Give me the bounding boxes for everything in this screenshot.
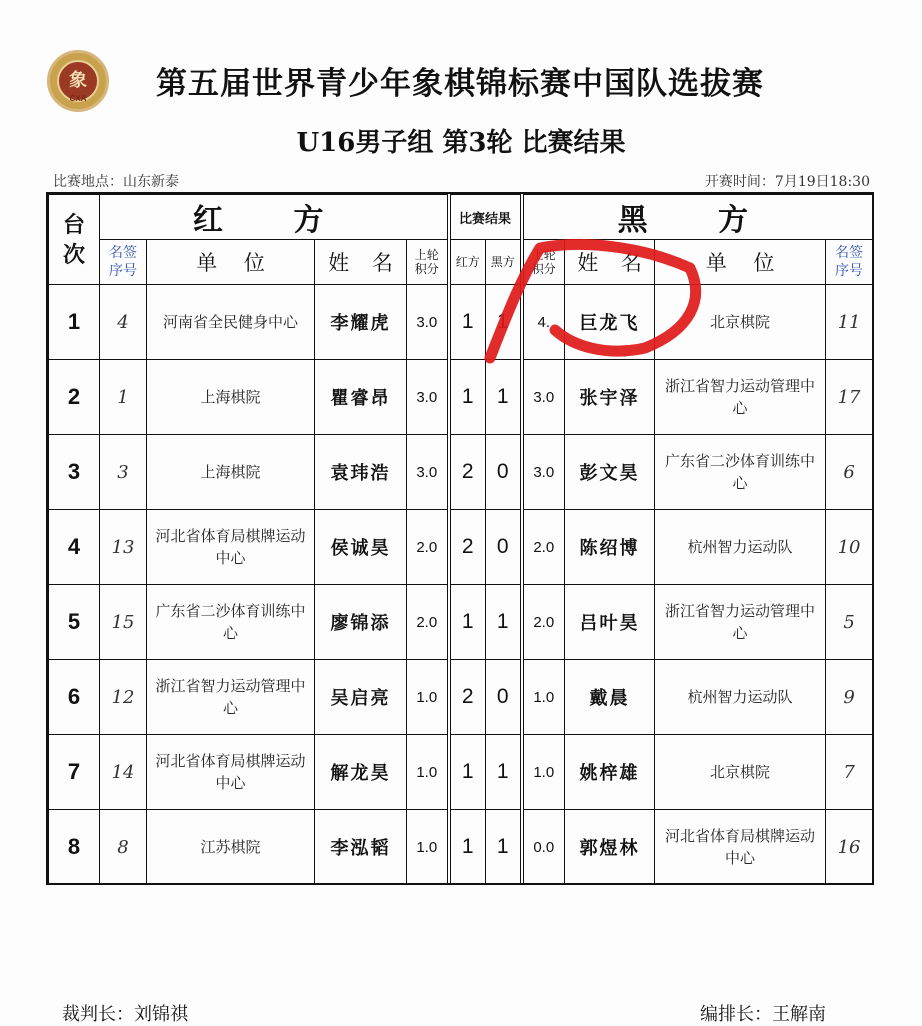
table-row <box>49 435 873 510</box>
black-name: 郭煜林 <box>565 810 655 885</box>
table-number: 8 <box>49 810 100 885</box>
black-result: 1 <box>486 585 522 660</box>
black-prev-score: 1.0 <box>522 660 565 735</box>
red-seq: 12 <box>100 660 147 735</box>
red-prev-score: 1.0 <box>407 660 449 735</box>
red-result: 1 <box>449 360 486 435</box>
black-prev-score: 1.0 <box>522 735 565 810</box>
table-number: 1 <box>49 285 100 360</box>
header-black-name <box>565 240 655 285</box>
red-name: 李耀虎 <box>315 285 407 360</box>
header-red-prev <box>407 240 449 285</box>
table-row <box>49 810 873 885</box>
table-number: 6 <box>49 660 100 735</box>
black-prev-label: 上轮积分 <box>531 248 556 276</box>
table-number: 4 <box>49 510 100 585</box>
red-seq: 13 <box>100 510 147 585</box>
logo-text: CXA <box>69 94 87 103</box>
results-table <box>48 194 873 885</box>
header-black-seq <box>826 240 873 285</box>
arbiter-text: 编排长：王解南 <box>700 1004 826 1025</box>
red-prev-score: 1.0 <box>407 735 449 810</box>
black-prev-score: 2.0 <box>522 510 565 585</box>
table-row <box>49 360 873 435</box>
red-side-label: 红 方 <box>193 203 354 238</box>
header-red-unit <box>147 240 315 285</box>
red-name: 侯诚昊 <box>315 510 407 585</box>
document-title: 第五届世界青少年象棋锦标赛中国队选拔赛 <box>156 66 764 102</box>
red-seq: 1 <box>100 360 147 435</box>
black-name: 彭文昊 <box>565 435 655 510</box>
header-red-side <box>100 195 449 240</box>
red-name: 袁玮浩 <box>315 435 407 510</box>
red-unit: 江苏棋院 <box>147 810 315 885</box>
black-name: 姚梓雄 <box>565 735 655 810</box>
red-prev-label: 上轮积分 <box>414 248 439 276</box>
red-result: 1 <box>449 810 486 885</box>
red-seq: 15 <box>100 585 147 660</box>
red-prev-score: 2.0 <box>407 510 449 585</box>
table-number: 5 <box>49 585 100 660</box>
black-name-label: 姓 名 <box>577 251 650 275</box>
red-unit: 上海棋院 <box>147 360 315 435</box>
header-black-unit <box>655 240 826 285</box>
black-unit: 杭州智力运动队 <box>655 660 826 735</box>
black-name: 戴晨 <box>565 660 655 735</box>
red-unit: 广东省二沙体育训练中心 <box>147 585 315 660</box>
header-res-red <box>449 240 486 285</box>
header-black-side <box>522 195 873 240</box>
red-result: 1 <box>449 585 486 660</box>
red-unit: 河南省全民健身中心 <box>147 285 315 360</box>
black-result: 1 <box>486 360 522 435</box>
red-seq: 3 <box>100 435 147 510</box>
black-seq: 5 <box>826 585 873 660</box>
red-result: 1 <box>449 285 486 360</box>
black-unit: 广东省二沙体育训练中心 <box>655 435 826 510</box>
red-unit-label: 单 位 <box>196 251 275 275</box>
red-result: 2 <box>449 660 486 735</box>
header-result <box>449 195 522 240</box>
header-red-seq <box>100 240 147 285</box>
res-red-label: 红方 <box>455 255 480 269</box>
red-seq: 4 <box>100 285 147 360</box>
red-seq: 8 <box>100 810 147 885</box>
black-prev-score: 4. <box>522 285 565 360</box>
black-prev-score: 0.0 <box>522 810 565 885</box>
black-name: 陈绍博 <box>565 510 655 585</box>
black-side-label: 黑 方 <box>617 203 779 238</box>
red-seq: 14 <box>100 735 147 810</box>
red-name: 吴启亮 <box>315 660 407 735</box>
red-name: 廖锦添 <box>315 585 407 660</box>
red-name: 瞿睿昂 <box>315 360 407 435</box>
red-prev-score: 3.0 <box>407 360 449 435</box>
black-unit: 浙江省智力运动管理中心 <box>655 360 826 435</box>
black-result: 0 <box>486 510 522 585</box>
black-unit: 浙江省智力运动管理中心 <box>655 585 826 660</box>
red-prev-score: 2.0 <box>407 585 449 660</box>
red-seq-label: 名签序号 <box>109 245 137 279</box>
black-result: 1 <box>486 810 522 885</box>
table-row <box>49 660 873 735</box>
red-prev-score: 3.0 <box>407 435 449 510</box>
black-seq-label: 名签序号 <box>835 245 864 279</box>
header-table-no <box>49 195 100 285</box>
referee-text: 裁判长：刘锦祺 <box>62 1004 188 1025</box>
black-unit: 北京棋院 <box>655 285 826 360</box>
result-label: 比赛结果 <box>459 211 512 227</box>
black-result: 0 <box>486 660 522 735</box>
table-row <box>49 735 873 810</box>
black-result: 1 <box>486 285 522 360</box>
venue-text: 比赛地点：山东新泰 <box>53 174 179 190</box>
table-row <box>49 510 873 585</box>
res-black-label: 黑方 <box>490 255 515 269</box>
red-unit: 浙江省智力运动管理中心 <box>147 660 315 735</box>
black-seq: 11 <box>826 285 873 360</box>
cxa-logo <box>47 50 109 112</box>
black-name: 巨龙飞 <box>565 285 655 360</box>
start-time-text: 开赛时间：7月19日18:30 <box>704 174 870 190</box>
red-unit: 河北省体育局棋牌运动中心 <box>147 510 315 585</box>
results-table-frame <box>46 192 874 885</box>
red-prev-score: 3.0 <box>407 285 449 360</box>
red-prev-score: 1.0 <box>407 810 449 885</box>
red-name: 解龙昊 <box>315 735 407 810</box>
red-name-label: 姓 名 <box>328 251 401 275</box>
black-name: 吕叶昊 <box>565 585 655 660</box>
table-row <box>49 285 873 360</box>
table-number: 7 <box>49 735 100 810</box>
table-row <box>49 585 873 660</box>
black-name: 张宇泽 <box>565 360 655 435</box>
red-name: 李泓韬 <box>315 810 407 885</box>
black-seq: 17 <box>826 360 873 435</box>
black-unit: 杭州智力运动队 <box>655 510 826 585</box>
header-black-prev <box>522 240 565 285</box>
red-unit: 河北省体育局棋牌运动中心 <box>147 735 315 810</box>
table-no-label: 台次 <box>62 211 85 268</box>
black-prev-score: 2.0 <box>522 585 565 660</box>
header-res-black <box>486 240 522 285</box>
black-seq: 7 <box>826 735 873 810</box>
black-result: 0 <box>486 435 522 510</box>
black-unit-label: 单 位 <box>705 251 785 275</box>
black-prev-score: 3.0 <box>522 360 565 435</box>
document-subtitle: U16男子组 第3轮 比赛结果 <box>296 128 626 158</box>
logo-glyph: 象 <box>69 70 87 91</box>
red-result: 1 <box>449 735 486 810</box>
black-unit: 河北省体育局棋牌运动中心 <box>655 810 826 885</box>
table-number: 2 <box>49 360 100 435</box>
black-seq: 9 <box>826 660 873 735</box>
red-unit: 上海棋院 <box>147 435 315 510</box>
black-unit: 北京棋院 <box>655 735 826 810</box>
black-seq: 10 <box>826 510 873 585</box>
header-red-name <box>315 240 407 285</box>
black-seq: 16 <box>826 810 873 885</box>
red-result: 2 <box>449 435 486 510</box>
black-seq: 6 <box>826 435 873 510</box>
red-result: 2 <box>449 510 486 585</box>
table-number: 3 <box>49 435 100 510</box>
black-prev-score: 3.0 <box>522 435 565 510</box>
black-result: 1 <box>486 735 522 810</box>
